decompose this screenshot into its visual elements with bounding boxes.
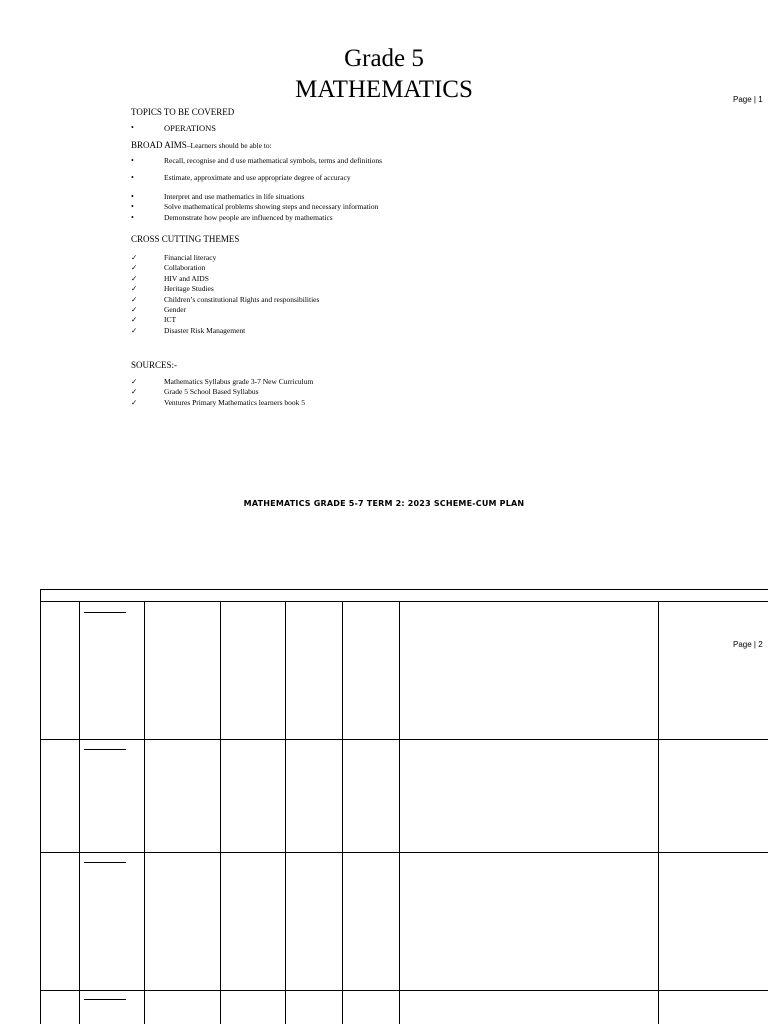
list-item <box>131 253 319 263</box>
sources-list <box>131 377 313 408</box>
list-item <box>131 326 319 336</box>
check-icon: ✓ <box>131 253 138 262</box>
cell-underline <box>84 612 126 613</box>
cell-underline <box>84 749 126 750</box>
aim-item-text: Interpret and use mathematics in life situations <box>164 192 305 201</box>
table-column-line <box>79 601 80 1024</box>
list-item <box>131 377 313 387</box>
cross-cutting-heading: CROSS CUTTING THEMES <box>131 234 240 244</box>
source-item-text: Ventures Primary Mathematics learners book 5 <box>164 397 306 407</box>
scheme-title: MATHEMATICS GRADE 5-7 TERM 2: 2023 SCHEME-CUM PLAN <box>243 499 525 508</box>
broad-aims-list-c <box>131 192 378 223</box>
theme-item-text: Heritage Studies <box>164 284 214 294</box>
broad-aims-heading <box>131 140 272 152</box>
topic-item-text: OPERATIONS <box>164 123 216 133</box>
check-icon: ✓ <box>131 315 138 325</box>
page-number-label: Page | 2 <box>733 640 763 649</box>
document-grade-title: Grade 5 <box>344 45 424 72</box>
aim-item-text: Recall, recognise and d use mathematical symbols, terms and definitions <box>164 156 383 165</box>
check-icon: ✓ <box>131 387 138 397</box>
topics-heading: TOPICS TO BE COVERED <box>131 107 235 117</box>
bullet-icon: • <box>131 123 134 132</box>
broad-aims-label: BROAD AIMS <box>131 140 187 150</box>
bullet-icon: • <box>131 202 134 212</box>
theme-item-text: Disaster Risk Management <box>164 325 246 335</box>
list-item <box>131 192 378 202</box>
bullet-icon: • <box>131 192 134 201</box>
aim-item-text: Demonstrate how people are influenced by mathematics <box>164 212 333 222</box>
page-number-label: Page | 1 <box>733 95 763 104</box>
theme-item-text: HIV and AIDS <box>164 273 209 283</box>
check-icon: ✓ <box>131 284 138 294</box>
list-item <box>131 315 319 325</box>
broad-aims-list-a <box>131 156 382 166</box>
check-icon: ✓ <box>131 325 138 335</box>
aim-item-text: Solve mathematical problems showing steps and necessary information <box>164 202 379 212</box>
list-item <box>131 274 319 284</box>
check-icon: ✓ <box>131 397 138 407</box>
cell-underline <box>84 999 126 1000</box>
source-item-text: Mathematics Syllabus grade 3-7 New Curriculum <box>164 377 314 386</box>
table-column-line <box>285 601 286 1024</box>
list-item <box>131 173 351 183</box>
broad-aims-intro: –Learners should be able to: <box>186 141 272 150</box>
sources-heading: SOURCES:- <box>131 360 178 370</box>
topics-list <box>131 123 216 133</box>
table-border-top <box>40 589 768 590</box>
cross-cutting-list <box>131 253 319 336</box>
list-item <box>131 387 313 397</box>
list-item <box>131 123 216 133</box>
source-item-text: Grade 5 School Based Syllabus <box>164 387 259 397</box>
theme-item-text: Financial literacy <box>164 253 217 262</box>
document-subject-title: MATHEMATICS <box>295 76 473 103</box>
bullet-icon: • <box>131 173 134 182</box>
bullet-icon: • <box>131 212 134 222</box>
list-item <box>131 305 319 315</box>
theme-item-text: ICT <box>164 315 177 325</box>
list-item <box>131 398 313 408</box>
check-icon: ✓ <box>131 263 138 273</box>
table-row-line <box>40 852 768 853</box>
list-item <box>131 295 319 305</box>
theme-item-text: Collaboration <box>164 263 206 273</box>
table-column-line <box>144 601 145 1024</box>
table-column-line <box>658 601 659 1024</box>
check-icon: ✓ <box>131 294 138 304</box>
broad-aims-list-b <box>131 173 351 183</box>
check-icon: ✓ <box>131 273 138 283</box>
list-item <box>131 263 319 273</box>
table-border-left <box>40 589 41 1024</box>
list-item <box>131 202 378 212</box>
list-item <box>131 284 319 294</box>
table-column-line <box>399 601 400 1024</box>
table-row-line <box>40 739 768 740</box>
list-item <box>131 213 378 223</box>
theme-item-text: Children’s constitutional Rights and responsibilities <box>164 294 320 304</box>
table-column-line <box>220 601 221 1024</box>
theme-item-text: Gender <box>164 305 187 315</box>
aim-item-text: Estimate, approximate and use appropriate degree of accuracy <box>164 173 351 182</box>
check-icon: ✓ <box>131 377 138 386</box>
bullet-icon: • <box>131 156 134 165</box>
list-item <box>131 156 382 166</box>
cell-underline <box>84 862 126 863</box>
check-icon: ✓ <box>131 305 138 315</box>
table-column-line <box>342 601 343 1024</box>
table-row-line <box>40 990 768 991</box>
